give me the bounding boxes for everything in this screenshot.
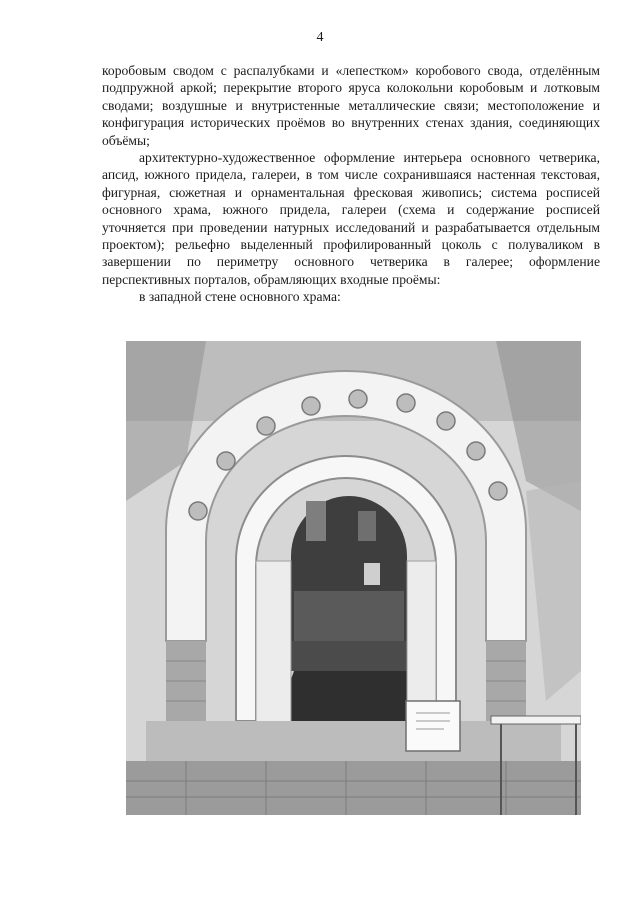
portal-illustration [126,341,581,815]
page-number: 4 [316,30,324,45]
portal-photo [126,341,581,815]
paragraph-2: архитектурно-художественное оформление интерьера основного четверика, апсид, южного придела, галереи, в том числе сохранившаяся настенная текстовая, фигурная, сюжетная и орнаментальная фресковая живопись; система росписей основного храма, южного придела, галереи (схема и содержание росписей уточняется при проведении натурных исследований и разрабатывается отдельным проектом); рельефно выделенный профилированный цоколь с полуваликом в завершении по периметру основного четверика в галерее; оформление перспективных порталов, обрамляющих входные проёмы: [102,150,600,287]
paragraph-1: коробовым сводом с распалубками и «лепестком» коробового свода, отделённым подпружной аркой; перекрытие второго яруса колокольни коробовым и лотковым сводами; воздушные и внутристенные металлические связи; местоположение и конфигурация исторических проёмов во внутренних стенах здания, соединяющих объёмы; [102,63,600,148]
body-text [102,62,600,306]
paragraph-3: в западной стене основного храма: [139,289,341,305]
